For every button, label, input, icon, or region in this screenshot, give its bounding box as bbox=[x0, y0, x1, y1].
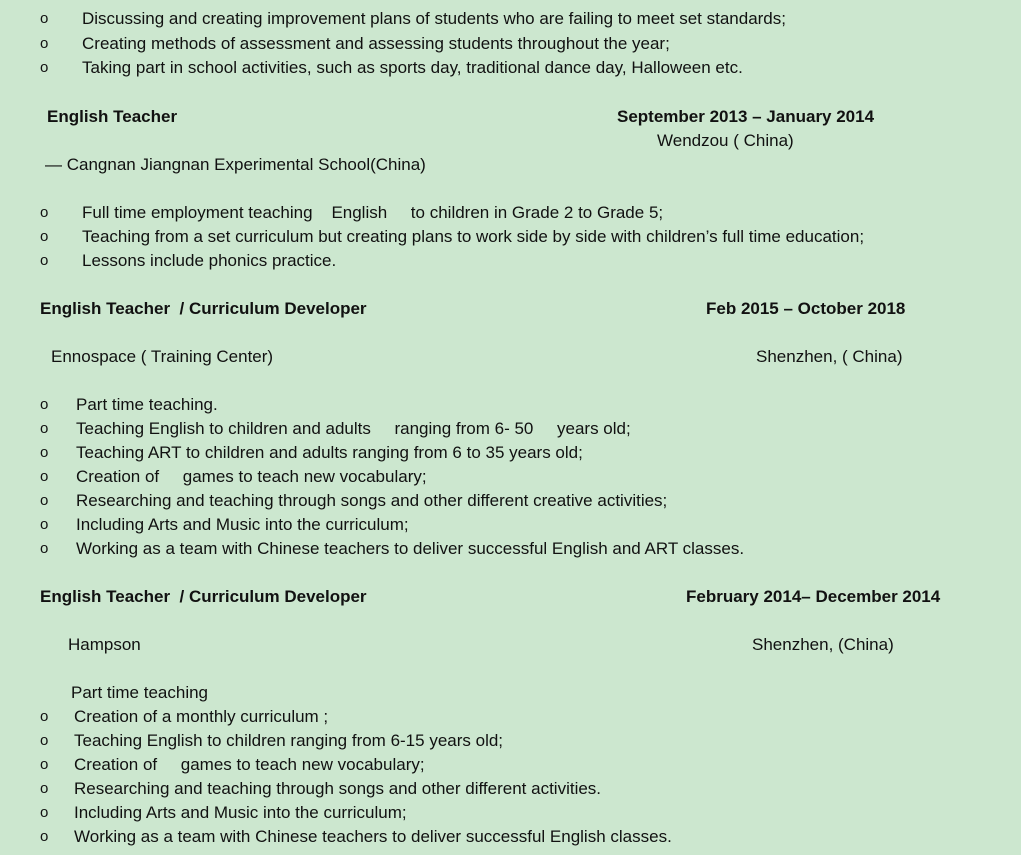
list-item: Lessons include phonics practice. bbox=[82, 251, 337, 270]
list-item: Creation of a monthly curriculum ; bbox=[74, 707, 329, 726]
list-item: Teaching English to children and adults ranging from 6- 50 years old; bbox=[76, 419, 631, 438]
list-item: Part time teaching. bbox=[76, 395, 218, 414]
list-item: Teaching ART to children and adults ranging from 6 to 35 years old; bbox=[76, 443, 583, 462]
job-employer: Hampson bbox=[68, 635, 141, 654]
bullet: o bbox=[40, 10, 49, 27]
list-item: Creation of games to teach new vocabulary; bbox=[76, 467, 427, 486]
bullet: o bbox=[40, 708, 49, 725]
job-dates: Feb 2015 – October 2018 bbox=[706, 299, 906, 318]
bullet: o bbox=[40, 444, 49, 461]
list-item: Including Arts and Music into the curriculum; bbox=[76, 515, 409, 534]
bullet: o bbox=[40, 804, 49, 821]
bullet: o bbox=[40, 732, 49, 749]
bullet: o bbox=[40, 828, 49, 845]
job-intro: Part time teaching bbox=[71, 683, 209, 702]
bullet: o bbox=[40, 540, 49, 557]
job-location: Shenzhen, (China) bbox=[752, 635, 894, 654]
bullet: o bbox=[40, 780, 49, 797]
list-item: Including Arts and Music into the curriculum; bbox=[74, 803, 407, 822]
list-item: Taking part in school activities, such as sports day, traditional dance day, Halloween etc. bbox=[82, 58, 743, 77]
job-employer: — Cangnan Jiangnan Experimental School(China) bbox=[45, 155, 426, 174]
list-item: Researching and teaching through songs and other different activities. bbox=[74, 779, 602, 798]
list-item: Teaching English to children ranging from 6-15 years old; bbox=[74, 731, 504, 750]
bullet: o bbox=[40, 468, 49, 485]
job-employer: Ennospace ( Training Center) bbox=[51, 347, 274, 366]
bullet: o bbox=[40, 516, 49, 533]
list-item: Researching and teaching through songs and other different creative activities; bbox=[76, 491, 668, 510]
list-item: Discussing and creating improvement plans of students who are failing to meet set standards; bbox=[82, 9, 786, 28]
bullet: o bbox=[40, 204, 49, 221]
bullet: o bbox=[40, 756, 49, 773]
bullet: o bbox=[40, 35, 49, 52]
job-title: English Teacher bbox=[47, 107, 178, 126]
job-dates: February 2014– December 2014 bbox=[686, 587, 941, 606]
list-item: Teaching from a set curriculum but creating plans to work side by side with children’s full time education; bbox=[82, 227, 865, 246]
job-dates: September 2013 – January 2014 bbox=[617, 107, 875, 126]
job-location: Wendzou ( China) bbox=[657, 131, 794, 150]
bullet: o bbox=[40, 492, 49, 509]
bullet: o bbox=[40, 228, 49, 245]
job-location: Shenzhen, ( China) bbox=[756, 347, 903, 366]
bullet: o bbox=[40, 396, 49, 413]
bullet: o bbox=[40, 252, 49, 269]
list-item: Working as a team with Chinese teachers to deliver successful English and ART classes. bbox=[76, 539, 745, 558]
bullet: o bbox=[40, 59, 49, 76]
job-title: English Teacher / Curriculum Developer bbox=[40, 299, 367, 318]
list-item: Working as a team with Chinese teachers to deliver successful English classes. bbox=[74, 827, 672, 846]
bullet: o bbox=[40, 420, 49, 437]
list-item: Creation of games to teach new vocabulary; bbox=[74, 755, 425, 774]
list-item: Full time employment teaching English to children in Grade 2 to Grade 5; bbox=[82, 203, 664, 222]
list-item: Creating methods of assessment and assessing students throughout the year; bbox=[82, 34, 670, 53]
job-title: English Teacher / Curriculum Developer bbox=[40, 587, 367, 606]
